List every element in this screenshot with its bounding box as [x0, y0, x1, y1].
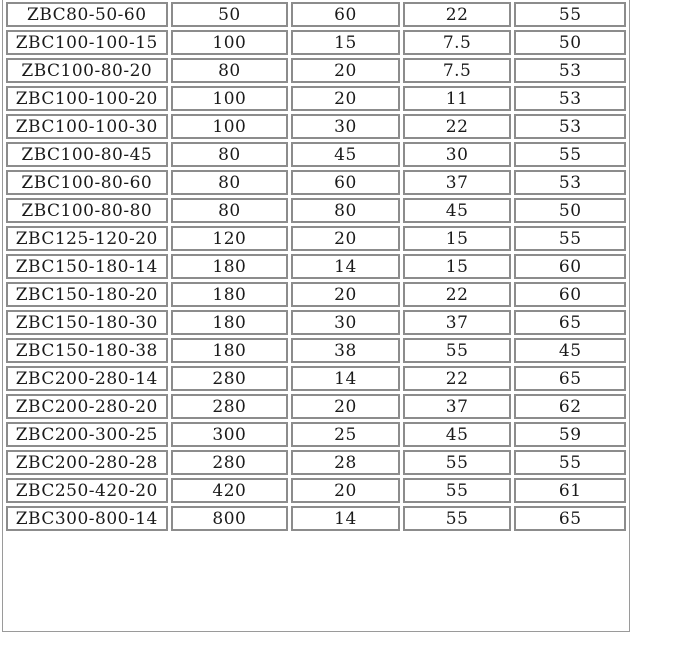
table-row	[6, 2, 626, 27]
cell-head: 14	[291, 366, 400, 391]
cell-head: 20	[291, 226, 400, 251]
table-container	[2, 0, 630, 632]
cell-efficiency: 60	[514, 254, 626, 279]
table-row	[6, 450, 626, 475]
cell-head: 28	[291, 450, 400, 475]
cell-flow: 280	[171, 394, 289, 419]
cell-power: 55	[403, 478, 512, 503]
table-row	[6, 86, 626, 111]
cell-flow: 100	[171, 86, 289, 111]
cell-power: 22	[403, 2, 512, 27]
cell-model: ZBC100-100-30	[6, 114, 168, 139]
cell-efficiency: 65	[514, 506, 626, 531]
table-row	[6, 142, 626, 167]
cell-efficiency: 53	[514, 114, 626, 139]
cell-model: ZBC100-80-45	[6, 142, 168, 167]
cell-flow: 80	[171, 58, 289, 83]
cell-flow: 280	[171, 450, 289, 475]
cell-model: ZBC125-120-20	[6, 226, 168, 251]
cell-head: 20	[291, 58, 400, 83]
table-row	[6, 422, 626, 447]
cell-flow: 280	[171, 366, 289, 391]
cell-head: 14	[291, 254, 400, 279]
cell-power: 15	[403, 254, 512, 279]
cell-flow: 80	[171, 198, 289, 223]
cell-flow: 80	[171, 142, 289, 167]
cell-efficiency: 50	[514, 198, 626, 223]
cell-head: 30	[291, 310, 400, 335]
cell-flow: 100	[171, 114, 289, 139]
cell-power: 37	[403, 170, 512, 195]
table-row	[6, 338, 626, 363]
cell-efficiency: 55	[514, 450, 626, 475]
cell-flow: 100	[171, 30, 289, 55]
table-row	[6, 366, 626, 391]
cell-power: 37	[403, 310, 512, 335]
cell-model: ZBC150-180-20	[6, 282, 168, 307]
cell-flow: 80	[171, 170, 289, 195]
cell-efficiency: 61	[514, 478, 626, 503]
cell-head: 20	[291, 394, 400, 419]
cell-power: 7.5	[403, 30, 512, 55]
cell-power: 55	[403, 506, 512, 531]
cell-model: ZBC300-800-14	[6, 506, 168, 531]
cell-model: ZBC200-280-28	[6, 450, 168, 475]
table-row	[6, 58, 626, 83]
cell-power: 55	[403, 338, 512, 363]
table-row	[6, 114, 626, 139]
cell-efficiency: 60	[514, 282, 626, 307]
cell-efficiency: 45	[514, 338, 626, 363]
cell-power: 45	[403, 198, 512, 223]
cell-efficiency: 55	[514, 2, 626, 27]
cell-model: ZBC200-280-20	[6, 394, 168, 419]
cell-model: ZBC100-100-15	[6, 30, 168, 55]
cell-efficiency: 55	[514, 226, 626, 251]
cell-flow: 800	[171, 506, 289, 531]
cell-model: ZBC100-80-60	[6, 170, 168, 195]
cell-flow: 180	[171, 282, 289, 307]
cell-flow: 180	[171, 338, 289, 363]
cell-model: ZBC100-80-80	[6, 198, 168, 223]
table-row	[6, 282, 626, 307]
cell-head: 15	[291, 30, 400, 55]
table-row	[6, 394, 626, 419]
cell-power: 22	[403, 366, 512, 391]
cell-model: ZBC250-420-20	[6, 478, 168, 503]
cell-model: ZBC80-50-60	[6, 2, 168, 27]
cell-head: 60	[291, 2, 400, 27]
table-row	[6, 478, 626, 503]
table-row	[6, 310, 626, 335]
cell-power: 15	[403, 226, 512, 251]
cell-model: ZBC100-80-20	[6, 58, 168, 83]
cell-model: ZBC150-180-30	[6, 310, 168, 335]
cell-power: 37	[403, 394, 512, 419]
cell-head: 20	[291, 478, 400, 503]
cell-head: 14	[291, 506, 400, 531]
cell-flow: 420	[171, 478, 289, 503]
cell-head: 20	[291, 282, 400, 307]
table-row	[6, 30, 626, 55]
cell-efficiency: 59	[514, 422, 626, 447]
pump-spec-table	[3, 0, 629, 534]
table-row	[6, 226, 626, 251]
cell-efficiency: 50	[514, 30, 626, 55]
cell-flow: 180	[171, 310, 289, 335]
cell-head: 80	[291, 198, 400, 223]
cell-model: ZBC100-100-20	[6, 86, 168, 111]
cell-efficiency: 65	[514, 366, 626, 391]
cell-power: 45	[403, 422, 512, 447]
cell-efficiency: 53	[514, 58, 626, 83]
cell-head: 25	[291, 422, 400, 447]
cell-power: 55	[403, 450, 512, 475]
cell-head: 20	[291, 86, 400, 111]
cell-efficiency: 53	[514, 86, 626, 111]
cell-power: 22	[403, 114, 512, 139]
table-row	[6, 170, 626, 195]
cell-efficiency: 65	[514, 310, 626, 335]
table-body	[6, 2, 626, 531]
cell-efficiency: 53	[514, 170, 626, 195]
cell-head: 45	[291, 142, 400, 167]
table-row	[6, 506, 626, 531]
cell-model: ZBC150-180-38	[6, 338, 168, 363]
cell-model: ZBC200-300-25	[6, 422, 168, 447]
cell-model: ZBC200-280-14	[6, 366, 168, 391]
cell-flow: 50	[171, 2, 289, 27]
cell-power: 7.5	[403, 58, 512, 83]
cell-head: 38	[291, 338, 400, 363]
cell-efficiency: 55	[514, 142, 626, 167]
cell-efficiency: 62	[514, 394, 626, 419]
cell-model: ZBC150-180-14	[6, 254, 168, 279]
cell-head: 60	[291, 170, 400, 195]
cell-flow: 300	[171, 422, 289, 447]
cell-flow: 180	[171, 254, 289, 279]
cell-power: 22	[403, 282, 512, 307]
table-row	[6, 198, 626, 223]
table-row	[6, 254, 626, 279]
cell-head: 30	[291, 114, 400, 139]
cell-flow: 120	[171, 226, 289, 251]
cell-power: 11	[403, 86, 512, 111]
cell-power: 30	[403, 142, 512, 167]
